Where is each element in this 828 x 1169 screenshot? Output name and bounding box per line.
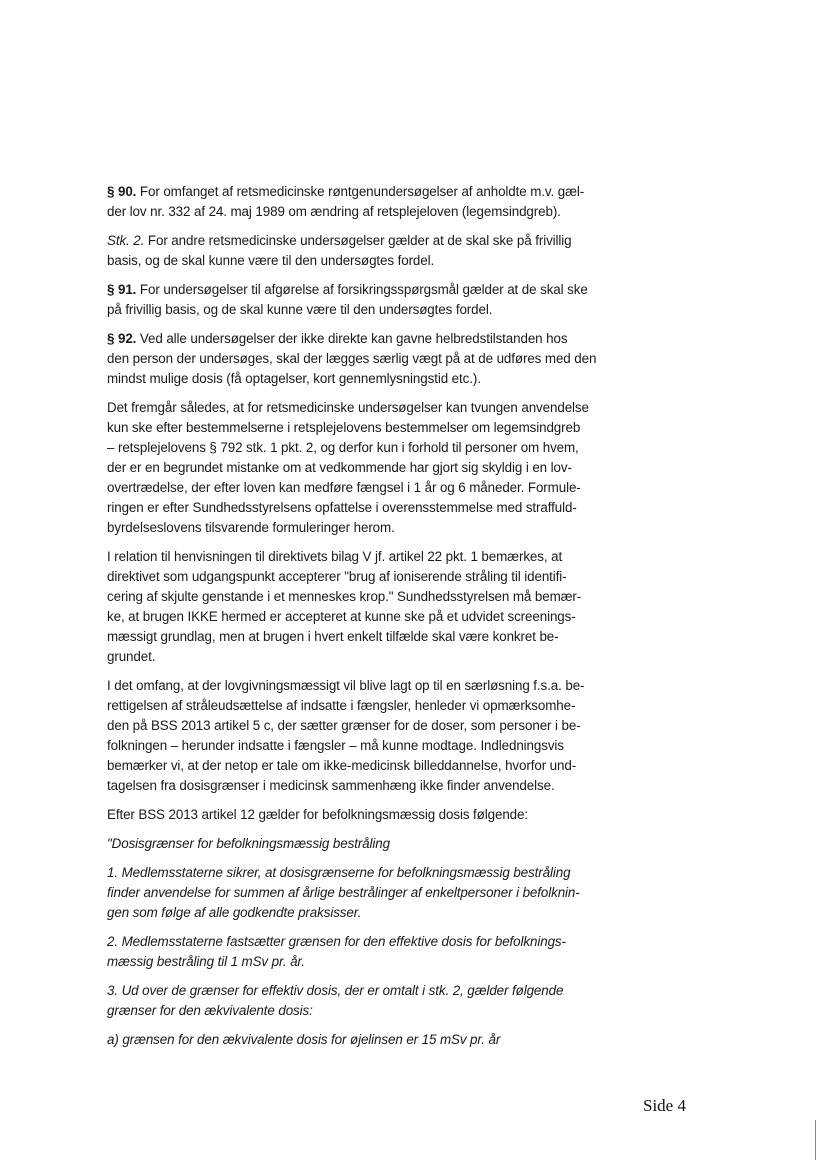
section-number: § 91. [107, 282, 137, 297]
text-line: grundet. [107, 649, 156, 664]
text-line: I relation til henvisningen til direktivets bilag V jf. artikel 22 pkt. 1 bemærkes, at [107, 549, 563, 564]
quote-heading [107, 834, 607, 854]
text-line: direktivet som udgangspunkt accepterer "brug af ioniserende stråling til identifi- [107, 569, 567, 584]
text-line: overtrædelse, der efter loven kan medføre fængsel i 1 år og 6 måneder. Formule- [107, 480, 581, 495]
paragraph-bss-article-5c [107, 676, 607, 796]
text-line: mæssigt grundlag, men at brugen i hvert enkelt tilfælde skal være konkret be- [107, 629, 559, 644]
text-line-content: For omfanget af retsmedicinske røntgenundersøgelser af anholdte m.v. gæl- [136, 184, 585, 199]
text-line: – retsplejelovens § 792 stk. 1 pkt. 2, og derfor kun i forhold til personer om hvem, [107, 440, 579, 455]
text-line: grænser for den ækvivalente dosis: [107, 1003, 313, 1018]
text-line: a) grænsen for den ækvivalente dosis for øjelinsen er 15 mSv pr. år [107, 1032, 501, 1047]
text-line-content: For undersøgelser til afgørelse af forsikringsspørgsmål gælder at de skal ske [136, 282, 588, 297]
quote-item-2 [107, 932, 607, 972]
paragraph-bss-article-12 [107, 805, 607, 825]
subsection-label: Stk. 2. [107, 233, 145, 248]
document-body [107, 182, 607, 1059]
text-line: gen som følge af alle godkendte praksisser. [107, 905, 362, 920]
section-number: § 92. [107, 331, 137, 346]
text-line-content: For andre retsmedicinske undersøgelser gælder at de skal ske på frivillig [144, 233, 572, 248]
page-number: Side 4 [643, 1096, 686, 1115]
text-line [107, 231, 607, 251]
section-number: § 90. [107, 184, 137, 199]
paragraph-section-92 [107, 329, 607, 389]
text-line: byrdelseslovens tilsvarende formuleringer herom. [107, 520, 395, 535]
text-line [107, 182, 607, 202]
text-line: "Dosisgrænser for befolkningsmæssig bestråling [107, 836, 390, 851]
text-line [107, 280, 607, 300]
text-line: på frivillig basis, og de skal kunne være til den undersøgtes fordel. [107, 302, 493, 317]
text-line: ringen er efter Sundhedsstyrelsens opfattelse i overensstemmelse med straffuld- [107, 500, 577, 515]
text-line: den på BSS 2013 artikel 5 c, der sætter grænser for de doser, som personer i be- [107, 718, 581, 733]
quote-item-1 [107, 863, 607, 923]
text-line: 3. Ud over de grænser for effektiv dosis, der er omtalt i stk. 2, gælder følgende [107, 983, 564, 998]
text-line: cering af skjulte genstande i et menneskes krop." Sundhedsstyrelsen må bemær- [107, 589, 582, 604]
text-line: kun ske efter bestemmelserne i retsplejelovens bestemmelser om legemsindgreb [107, 420, 581, 435]
text-line: 1. Medlemsstaterne sikrer, at dosisgrænserne for befolkningsmæssig bestråling [107, 865, 571, 880]
text-line-content: Ved alle undersøgelser der ikke direkte kan gavne helbredstilstanden hos [136, 331, 568, 346]
text-line: basis, og de skal kunne være til den undersøgtes fordel. [107, 253, 435, 268]
quote-item-3a [107, 1030, 607, 1050]
text-line: 2. Medlemsstaterne fastsætter grænsen for den effektive dosis for befolknings- [107, 934, 566, 949]
text-line: der lov nr. 332 af 24. maj 1989 om ændring af retsplejeloven (legemsindgreb). [107, 204, 561, 219]
text-line: Det fremgår således, at for retsmedicinske undersøgelser kan tvungen anvendelse [107, 400, 589, 415]
text-line: der er en begrundet mistanke om at vedkommende har gjort sig skyldig i en lov- [107, 460, 572, 475]
text-line: finder anvendelse for summen af årlige bestrålinger af enkeltpersoner i befolknin- [107, 885, 580, 900]
text-line: Efter BSS 2013 artikel 12 gælder for befolkningsmæssig dosis følgende: [107, 807, 528, 822]
text-line: den person der undersøges, skal der lægges særlig vægt på at de udføres med den [107, 351, 597, 366]
text-line: I det omfang, at der lovgivningsmæssigt vil blive lagt op til en særløsning f.s.a. be- [107, 678, 585, 693]
text-line [107, 329, 607, 349]
text-line: mindst mulige dosis (få optagelser, kort gennemlysningstid etc.). [107, 371, 481, 386]
text-line: bemærker vi, at der netop er tale om ikke-medicinsk billeddannelse, hvorfor und- [107, 758, 577, 773]
text-line: rettigelsen af stråleudsættelse af indsatte i fængsler, henleder vi opmærksomhe- [107, 698, 576, 713]
text-line: ke, at brugen IKKE hermed er accepteret at kunne ske på et udvidet screenings- [107, 609, 576, 624]
paragraph-conclusion [107, 398, 607, 538]
scan-edge-mark [815, 1120, 816, 1160]
paragraph-section-90 [107, 182, 607, 222]
paragraph-section-91 [107, 280, 607, 320]
paragraph-directive-annex [107, 547, 607, 667]
paragraph-stk-2 [107, 231, 607, 271]
text-line: folkningen – herunder indsatte i fængsler – må kunne modtage. Indledningsvis [107, 738, 564, 753]
text-line: tagelsen fra dosisgrænser i medicinsk sammenhæng ikke finder anvendelse. [107, 778, 555, 793]
text-line: mæssig bestråling til 1 mSv pr. år. [107, 954, 305, 969]
quote-item-3 [107, 981, 607, 1021]
